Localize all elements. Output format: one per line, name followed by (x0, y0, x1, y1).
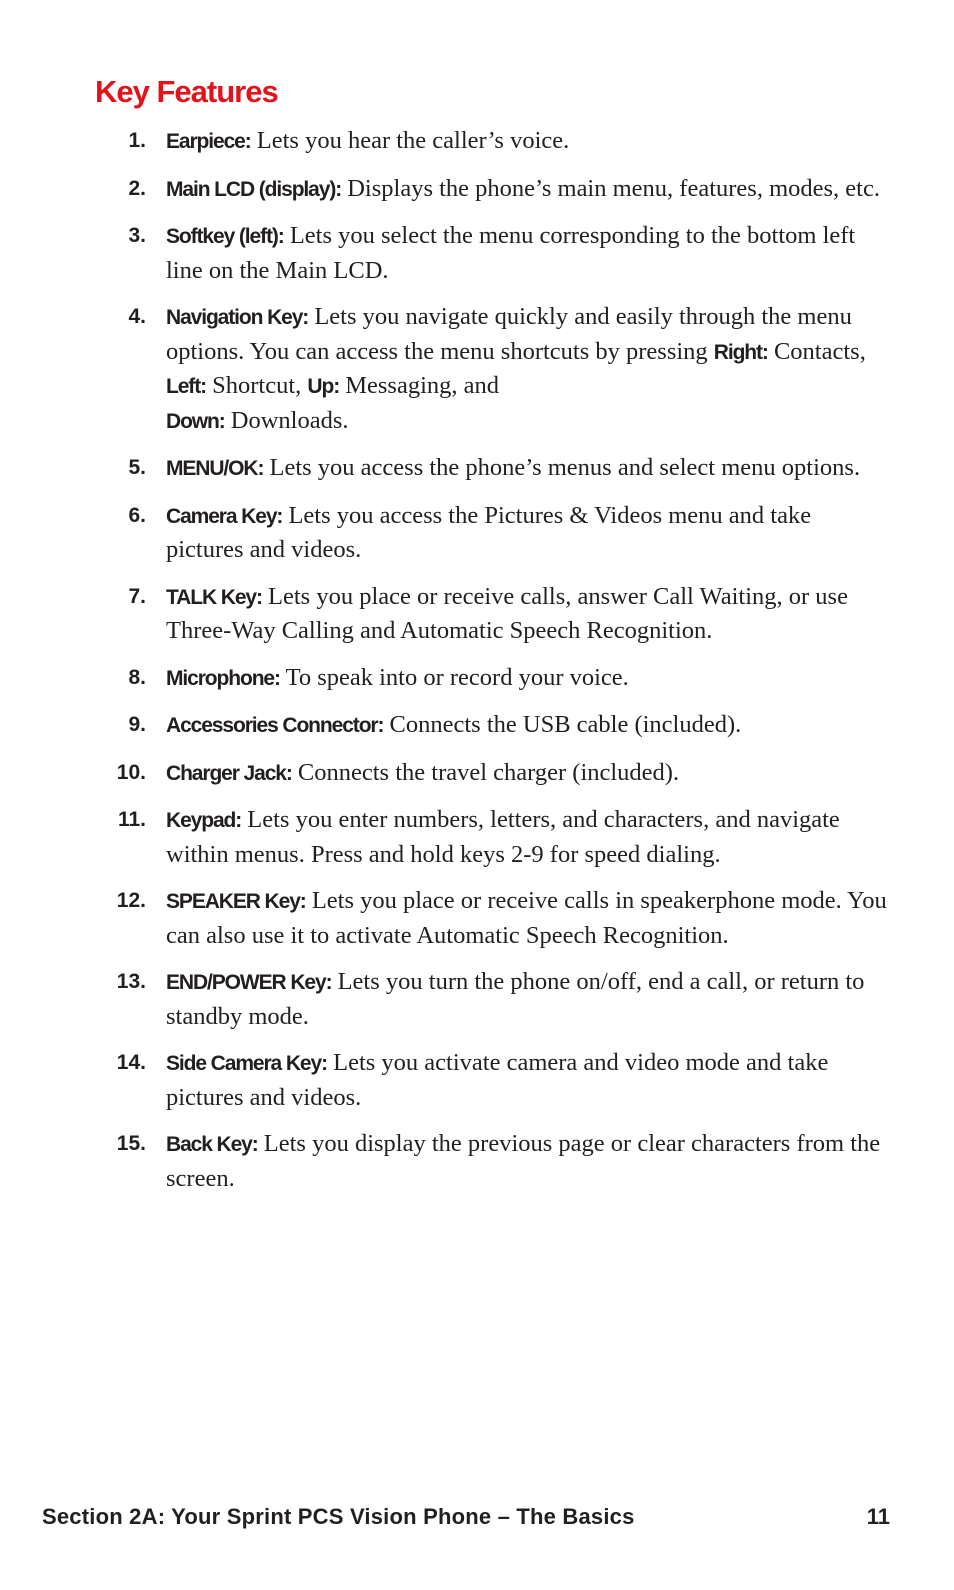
item-number: 14. (116, 1051, 146, 1074)
item-number: 6. (128, 503, 146, 527)
item-number: 8. (128, 665, 146, 689)
list-item (0, 219, 954, 287)
page-number: 11 (866, 1504, 890, 1529)
list-item (0, 708, 954, 743)
list-item (0, 451, 954, 486)
item-term: Main LCD (display): (166, 177, 342, 201)
item-term: SPEAKER Key: (166, 890, 306, 913)
item-description: Lets you hear the caller’s voice. (250, 127, 570, 154)
item-number: 3. (128, 224, 146, 247)
item-description: Lets you navigate quickly and easily through the menu options. You can access the menu shortcuts by pressing (166, 303, 852, 365)
item-number: 5. (128, 456, 146, 479)
item-term: Side Camera Key: (166, 1052, 327, 1075)
item-description: Displays the phone’s main menu, features, modes, etc. (341, 174, 880, 202)
item-description: Lets you access the phone’s menus and select menu options. (263, 454, 861, 481)
item-term: TALK Key: (166, 585, 262, 609)
shortcut-value-left: Shortcut, (206, 372, 308, 399)
item-number: 9. (128, 713, 146, 736)
item-term: Charger Jack: (166, 761, 292, 785)
item-term: Camera Key: (166, 504, 283, 528)
shortcut-key-down: Down: (166, 409, 225, 433)
list-item (0, 124, 954, 159)
item-number: 13. (116, 970, 146, 993)
item-description: Lets you turn the phone on/off, end a call, or return to standby mode. (166, 968, 865, 1030)
list-item (0, 172, 954, 207)
list-item (0, 1127, 954, 1195)
item-term: Accessories Connector: (166, 714, 384, 737)
item-description: Connects the USB cable (included). (383, 711, 742, 738)
item-description: Lets you place or receive calls in speakerphone mode. You can also use it to activate Automatic Speech Recognition. (166, 887, 887, 949)
key-features-list (0, 124, 954, 1208)
item-number: 10. (116, 760, 146, 784)
item-number: 4. (128, 305, 146, 328)
shortcut-key-up: Up: (307, 375, 340, 398)
item-number: 11. (117, 808, 146, 831)
item-description: To speak into or record your voice. (279, 663, 629, 691)
list-item (0, 300, 954, 438)
item-term: Microphone: (166, 666, 280, 690)
item-number: 7. (128, 584, 146, 608)
list-item (0, 756, 954, 791)
list-item (0, 499, 954, 567)
shortcut-key-left: Left: (166, 375, 206, 398)
item-description: Lets you place or receive calls, answer Call Waiting, or use Three-Way Calling and Automatic Speech Recognition. (166, 582, 848, 644)
page-title: Key Features (95, 74, 278, 109)
item-description: Lets you display the previous page or clear characters from the screen. (166, 1130, 881, 1192)
item-term: Earpiece: (166, 130, 251, 153)
item-number: 2. (128, 176, 146, 200)
item-number: 1. (128, 129, 146, 152)
shortcut-value-right: Contacts, (767, 337, 866, 365)
item-description: Connects the travel charger (included). (291, 758, 680, 786)
item-term: Softkey (left): (166, 225, 284, 248)
item-number: 12. (116, 889, 146, 912)
list-item (0, 661, 954, 696)
item-number: 15. (116, 1132, 146, 1155)
item-description: Lets you enter numbers, letters, and characters, and navigate within menus. Press and hold keys 2-9 for speed dialing. (166, 806, 840, 868)
footer-section-title: Section 2A: Your Sprint PCS Vision Phone – The Basics (42, 1504, 635, 1529)
shortcut-key-right: Right: (713, 340, 768, 364)
item-term: Navigation Key: (166, 306, 309, 329)
item-description: Lets you select the menu corresponding to the bottom left line on the Main LCD. (166, 222, 856, 284)
list-item (0, 965, 954, 1033)
list-item (0, 1046, 954, 1114)
shortcut-value-up: Messaging, and (339, 372, 500, 399)
item-term: Back Key: (166, 1133, 258, 1156)
item-term: MENU/OK: (166, 457, 264, 480)
item-term: END/POWER Key: (166, 971, 332, 994)
shortcut-value-down: Downloads. (224, 406, 349, 434)
list-item (0, 580, 954, 648)
list-item (0, 803, 954, 871)
item-description: Lets you access the Pictures & Videos menu and take pictures and videos. (166, 501, 812, 563)
list-item (0, 884, 954, 952)
item-description: Lets you activate camera and video mode and take pictures and videos. (166, 1049, 829, 1111)
item-term: Keypad: (166, 809, 242, 832)
